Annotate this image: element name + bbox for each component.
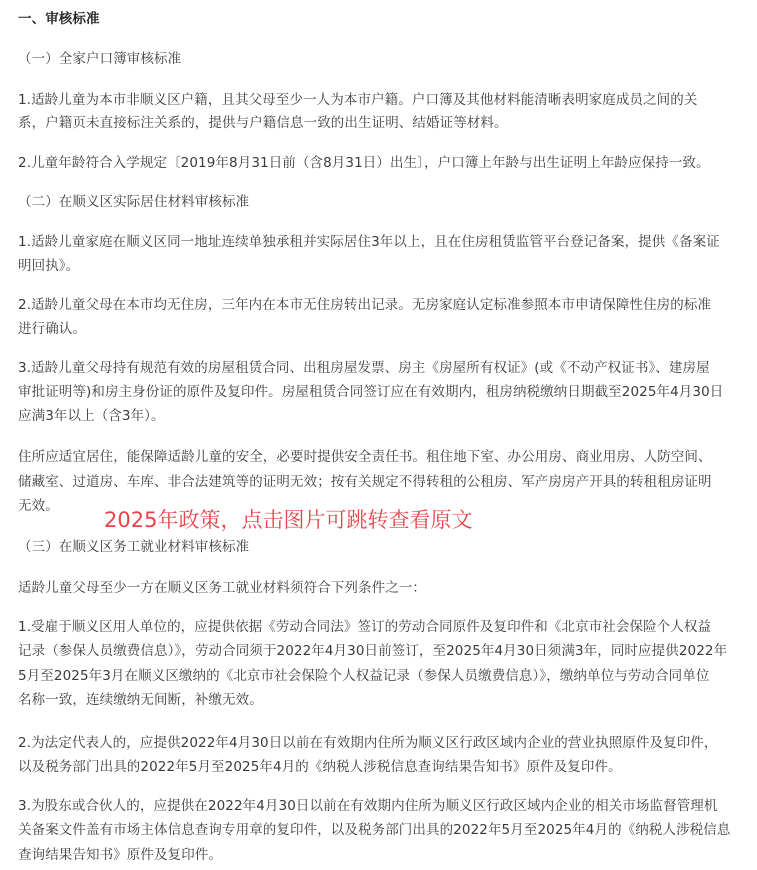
paragraph-line: 关备案文件盖有市场主体信息查询专用章的复印件，以及税务部门出具的2022年5月至2025年4月的《纳税人涉税信息 <box>18 822 731 838</box>
paragraph-line: 1.适龄儿童家庭在顺义区同一地址连续单独承租并实际居住3年以上，且在住房租赁监管平台登记备案，提供《备案证 <box>18 234 720 250</box>
paragraph-line: 审批证明等)和房主身份证的原件及复印件。房屋租赁合同签订应在有效期内，租房纳税缴纳日期截至2025年4月30日 <box>18 384 724 400</box>
paragraph-line: 系，户籍页未直接标注关系的，提供与户籍信息一致的出生证明、结婚证等材料。 <box>18 115 508 131</box>
paragraph-line: 5月至2025年3月在顺义区缴纳的《北京市社会保险个人权益记录（参保人员缴费信息）》，缴纳单位与劳动合同单位 <box>18 668 710 684</box>
paragraph-line: 住所应适宜居住，能保障适龄儿童的安全，必要时提供安全责任书。租住地下室、办公用房、商业用房、人防空间、 <box>18 449 712 465</box>
policy-link-banner[interactable]: 2025年政策，点击图片可跳转查看原文 <box>104 508 473 532</box>
paragraph-line: 2.适龄儿童父母在本市均无住房，三年内在本市无住房转出记录。无房家庭认定标准参照本市申请保障性住房的标准 <box>18 297 712 313</box>
paragraph-line: 查询结果告知书》原件及复印件。 <box>18 847 222 863</box>
paragraph-line: 3.适龄儿童父母持有规范有效的房屋租赁合同、出租房屋发票、房主《房屋所有权证》(或《不动产权证书》、建房屋 <box>18 360 710 376</box>
paragraph-line: 2.为法定代表人的，应提供2022年4月30日以前在有效期内住所为顺义区行政区域内企业的营业执照原件及复印件， <box>18 735 718 751</box>
paragraph-line: 以及税务部门出具的2022年5月至2025年4月的《纳税人涉税信息查询结果告知书》原件及复印件。 <box>18 759 622 775</box>
paragraph-line: 适龄儿童父母至少一方在顺义区务工就业材料须符合下列条件之一： <box>18 580 426 596</box>
subsection-title-1: （一）全家户口簿审核标准 <box>18 51 182 67</box>
paragraph-line: 记录（参保人员缴费信息）》，劳动合同须于2022年4月30日前签订，至2025年4月30日须满3年，同时应提供2022年 <box>18 643 728 659</box>
paragraph-line: 无效。 <box>18 498 59 514</box>
paragraph-line: 3.为股东或合伙人的，应提供在2022年4月30日以前在有效期内住所为顺义区行政区域内企业的相关市场监督管理机 <box>18 798 718 814</box>
paragraph-line: 1.适龄儿童为本市非顺义区户籍，且其父母至少一人为本市户籍。户口簿及其他材料能清晰表明家庭成员之间的关 <box>18 92 698 108</box>
paragraph-line: 应满3年以上（含3年）。 <box>18 408 165 424</box>
paragraph-line: 储藏室、过道房、车库、非合法建筑等的证明无效；按有关规定不得转租的公租房、军产房房产开具的转租租房证明 <box>18 474 712 490</box>
subsection-title-3: （三）在顺义区务工就业材料审核标准 <box>18 539 250 555</box>
section-title: 一、审核标准 <box>18 11 100 27</box>
paragraph-line: 明回执》。 <box>18 258 80 274</box>
paragraph-line: 名称一致，连续缴纳无间断，补缴无效。 <box>18 692 263 708</box>
subsection-title-2: （二）在顺义区实际居住材料审核标准 <box>18 194 250 210</box>
paragraph-line: 2.儿童年龄符合入学规定〔2019年8月31日前（含8月31日）出生〕，户口簿上年龄与出生证明上年龄应保持一致。 <box>18 155 710 171</box>
paragraph-line: 1.受雇于顺义区用人单位的，应提供依据《劳动合同法》签订的劳动合同原件及复印件和《北京市社会保险个人权益 <box>18 619 712 635</box>
paragraph-line: 进行确认。 <box>18 321 86 337</box>
